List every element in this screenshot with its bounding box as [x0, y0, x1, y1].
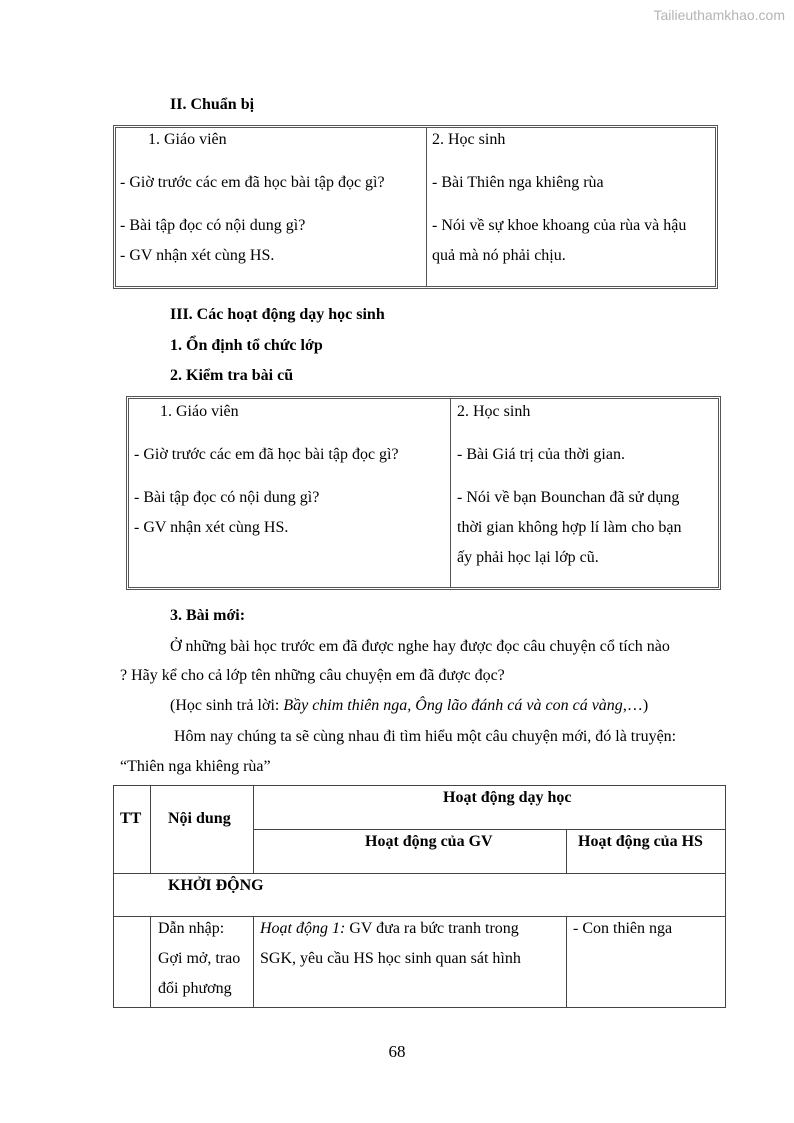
table-border [253, 785, 254, 873]
student-line: quả mà nó phải chịu. [432, 247, 566, 264]
table-border [113, 1007, 726, 1008]
row-content-line: đổi phương [158, 980, 232, 997]
table-border [253, 829, 726, 830]
teacher-line: - GV nhận xét cùng HS. [120, 247, 275, 264]
watermark: Tailieuthamkhao.com [653, 7, 785, 23]
subheading-review: 2. Kiểm tra bài cũ [170, 367, 294, 384]
today-paragraph-line: Hôm nay chúng ta sẽ cùng nhau đi tìm hiểu một câu chuyện mới, đó là truyện: [174, 728, 677, 745]
column-header-tt: TT [120, 810, 142, 827]
table-divider [450, 399, 451, 587]
student-line: - Nói về sự khoe khoang của rùa và hậu [432, 217, 687, 234]
student-line: thời gian không hợp lí làm cho bạn [457, 519, 682, 536]
section-row-warmup: KHỞI ĐỘNG [168, 877, 264, 894]
teacher-header: 1. Giáo viên [148, 131, 227, 148]
activity-text: GV đưa ra bức tranh trong [345, 920, 519, 937]
table-border [725, 785, 726, 1008]
subheading-class-organization: 1. Ổn định tổ chức lớp [170, 337, 323, 354]
table-divider [426, 128, 427, 286]
student-header: 2. Học sinh [457, 403, 531, 420]
row-content-line: Dẫn nhập: [158, 920, 225, 937]
lesson-table [113, 785, 726, 1008]
table-border [150, 916, 151, 1008]
table-border [253, 916, 254, 1008]
student-header: 2. Học sinh [432, 131, 506, 148]
student-answer-suffix: ,…) [622, 697, 649, 714]
intro-paragraph-line: ? Hãy kể cho cả lớp tên những câu chuyện em đã được đọc? [120, 667, 505, 684]
table-border [113, 916, 726, 917]
column-header-content: Nội dung [168, 810, 231, 827]
section-heading-preparation: II. Chuẩn bị [170, 96, 255, 113]
table-border [113, 785, 726, 786]
table-border [113, 785, 114, 1008]
column-header-teacher: Hoạt động của GV [365, 833, 493, 850]
teacher-line: - GV nhận xét cùng HS. [134, 519, 289, 536]
teacher-line: - Bài tập đọc có nội dung gì? [120, 217, 306, 234]
student-line: - Nói về bạn Bounchan đã sử dụng [457, 489, 680, 506]
student-answer [170, 696, 648, 716]
table-border [150, 785, 151, 873]
table-border [566, 829, 567, 873]
student-answer-prefix: (Học sinh trả lời: [170, 697, 284, 714]
teacher-line: - Giờ trước các em đã học bài tập đọc gì? [120, 174, 385, 191]
student-answer-stories: Bầy chim thiên nga, Ông lão đánh cá và con cá vàng [283, 697, 623, 714]
row-student-activity: - Con thiên nga [573, 920, 673, 937]
row-teacher-activity [260, 919, 519, 939]
student-line: - Bài Giá trị của thời gian. [457, 446, 625, 463]
activity-label: Hoạt động 1: [260, 920, 346, 937]
row-content-line: Gợi mở, trao [158, 950, 241, 967]
today-paragraph-line: “Thiên nga khiêng rùa” [120, 758, 271, 775]
preparation-table [113, 125, 718, 289]
row-teacher-activity-line: SGK, yêu cầu HS học sinh quan sát hình [260, 950, 521, 967]
teacher-line: - Bài tập đọc có nội dung gì? [134, 489, 320, 506]
table-border [113, 873, 726, 874]
column-header-student: Hoạt động của HS [578, 833, 703, 850]
page-number: 68 [388, 1042, 406, 1061]
teacher-header: 1. Giáo viên [160, 403, 239, 420]
teacher-line: - Giờ trước các em đã học bài tập đọc gì? [134, 446, 399, 463]
subheading-new-lesson: 3. Bài mới: [170, 607, 246, 624]
student-line: ấy phải học lại lớp cũ. [457, 549, 599, 566]
review-table [126, 396, 721, 590]
intro-paragraph-line: Ở những bài học trước em đã được nghe hay được đọc câu chuyện cổ tích nào [170, 638, 670, 655]
column-header-activities: Hoạt động dạy học [443, 789, 572, 806]
student-line: - Bài Thiên nga khiêng rùa [432, 174, 604, 191]
section-heading-activities: III. Các hoạt động dạy học sinh [170, 306, 385, 323]
table-border [566, 916, 567, 1008]
